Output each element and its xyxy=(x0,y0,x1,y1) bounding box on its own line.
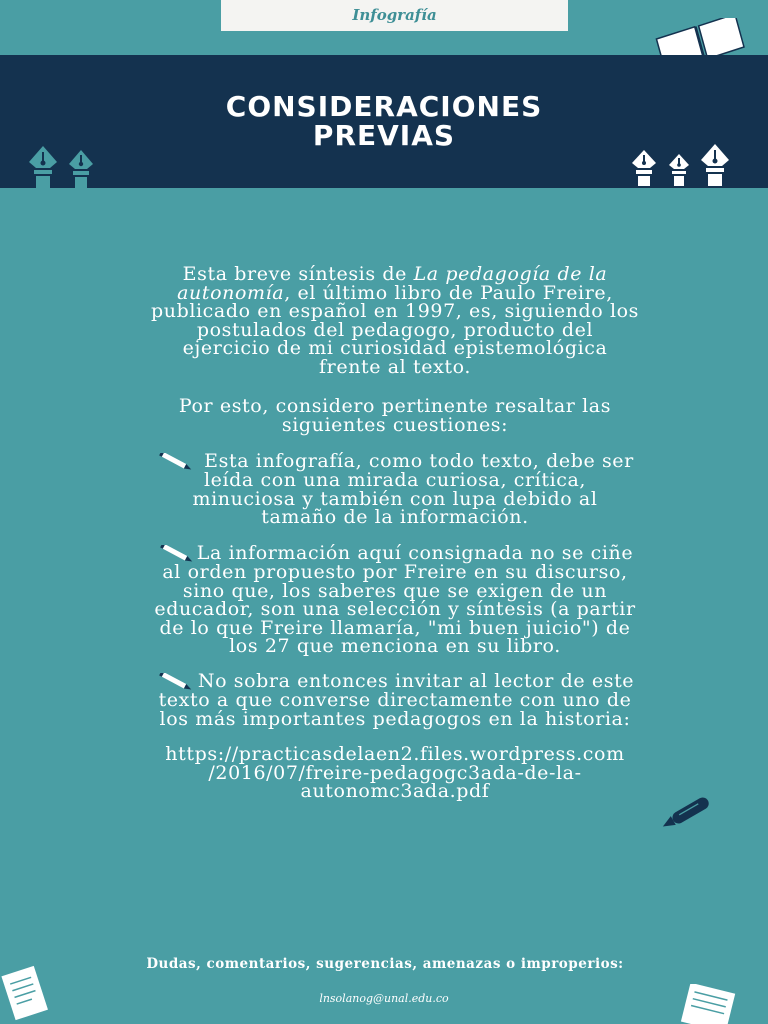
footer-contact-question: Dudas, comentarios, sugerencias, amenazas o improperios: xyxy=(146,956,624,972)
item-line: texto a que converse directamente con uno de xyxy=(158,689,632,711)
page-title xyxy=(0,92,768,150)
book-title: La pedagogía de la xyxy=(413,263,608,285)
lead-paragraph xyxy=(40,397,750,434)
link-line[interactable]: autonomc3ada.pdf xyxy=(300,780,490,802)
item-text: La información aquí consignada no se ciñe xyxy=(196,542,634,564)
list-item xyxy=(40,452,750,527)
fountain-pen-nib-icon xyxy=(666,152,692,188)
list-item xyxy=(40,672,750,728)
intro-line: publicado en español en 1997, es, siguiendo los xyxy=(150,300,640,322)
title-line-1: CONSIDERACIONES xyxy=(225,90,543,123)
item-text: Esta infografía, como todo texto, debe ser xyxy=(204,450,634,472)
item-line: los más importantes pedagogos en la historia: xyxy=(159,707,631,730)
title-line-2: PREVIAS xyxy=(312,119,456,152)
source-link[interactable] xyxy=(40,745,750,801)
item-line: minuciosa y también con lupa debido al xyxy=(192,487,598,510)
item-line: tamaño de la información. xyxy=(261,506,529,528)
intro-text: , el último libro de Paulo Freire, xyxy=(284,281,613,304)
link-line[interactable]: /2016/07/freire-pedagogc3ada-de-la- xyxy=(208,761,582,784)
fountain-pen-icon xyxy=(655,793,721,831)
intro-line: postulados del pedagogo, producto del xyxy=(196,318,594,341)
item-line: sino que, los saberes que se exigen de un xyxy=(182,579,608,602)
intro-paragraph xyxy=(40,265,750,376)
fountain-pen-nib-icon xyxy=(629,148,659,188)
footer-email[interactable]: lnsolanog@unal.edu.co xyxy=(319,992,449,1005)
fountain-pen-nib-icon xyxy=(698,142,732,188)
link-line[interactable]: https://practicasdelaen2.files.wordpress.com xyxy=(165,743,625,765)
intro-text: Esta breve síntesis de xyxy=(182,263,414,285)
item-line: al orden propuesto por Freire en su discurso, xyxy=(162,561,628,583)
list-item xyxy=(40,544,750,656)
item-text: No sobra entonces invitar al lector de este xyxy=(197,670,635,692)
book-title: autonomía xyxy=(177,281,285,304)
lead-line: siguientes cuestiones: xyxy=(281,413,509,436)
item-line: leída con una mirada curiosa, crítica, xyxy=(203,469,587,491)
fountain-pen-nib-icon xyxy=(26,144,60,190)
fountain-pen-nib-icon xyxy=(66,148,96,190)
lead-line: Por esto, considero pertinente resaltar las xyxy=(178,395,612,417)
item-line: de lo que Freire llamaría, "mi buen juicio") de xyxy=(159,616,631,639)
item-line: educador, son una selección y síntesis (a partir xyxy=(154,598,636,620)
intro-line: frente al texto. xyxy=(319,355,471,378)
item-line: los 27 que menciona en su libro. xyxy=(229,635,561,657)
infografia-tag: Infografía xyxy=(221,0,568,31)
pencil-icon xyxy=(156,453,196,471)
intro-line: ejercicio de mi curiosidad epistemológica xyxy=(182,337,608,359)
